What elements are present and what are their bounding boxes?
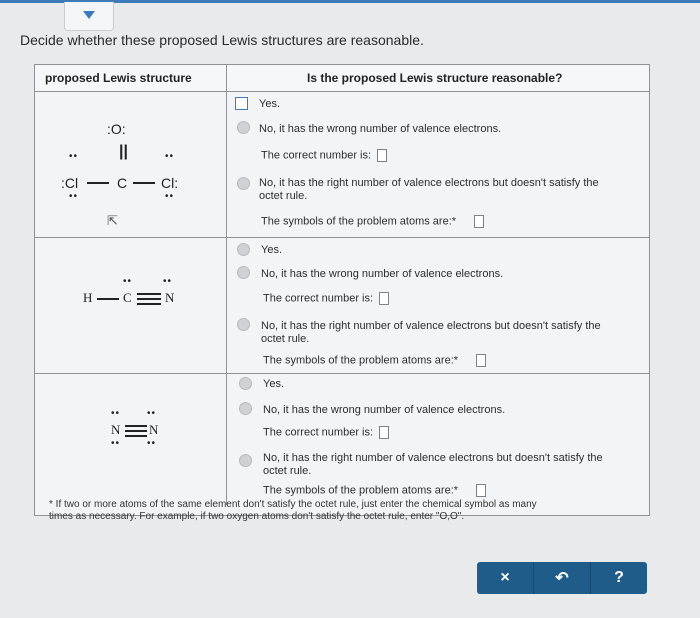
atom-chlorine-left: :Cl [61, 175, 79, 191]
lone-pair: •• [111, 408, 121, 419]
mouse-cursor-icon: ⇱ [107, 213, 118, 228]
radio-octet[interactable] [237, 318, 250, 331]
radio-octet[interactable] [237, 177, 250, 190]
radio-wrong-count[interactable] [239, 402, 252, 415]
correct-number-input[interactable] [379, 426, 389, 439]
triple-bond-line [125, 435, 147, 437]
triple-bond-line [125, 430, 147, 432]
symbols-label: The symbols of the problem atoms are:* [263, 354, 459, 367]
lone-pair: •• [163, 276, 173, 287]
single-bond [133, 182, 155, 184]
radio-octet[interactable] [239, 454, 252, 467]
atom-hydrogen: H [83, 290, 93, 305]
correct-number-label: The correct number is: [263, 426, 374, 439]
option-yes: Yes. [263, 378, 285, 390]
atom-nitrogen-left: N [111, 422, 121, 437]
option-yes: Yes. [259, 98, 281, 110]
option-octet [259, 177, 599, 203]
correct-number-input[interactable] [379, 292, 389, 305]
lone-pair: •• [147, 408, 157, 419]
yes-checkbox[interactable] [235, 97, 248, 110]
correct-number-input[interactable] [377, 149, 387, 162]
lewis-structure-cocl2 [35, 91, 226, 237]
option-octet-line2: octet rule. [259, 190, 308, 202]
single-bond [87, 182, 109, 184]
clear-button[interactable]: × [477, 562, 534, 594]
lewis-structure-n2 [35, 374, 226, 499]
atom-carbon: C [123, 290, 132, 305]
table-header [35, 65, 649, 92]
lone-pair: •• [165, 191, 175, 202]
footnote-line1: * If two or more atoms of the same element don't satisfy the octet rule, just enter the chemical symbol as many [49, 499, 537, 510]
correct-number-label: The correct number is: [263, 292, 374, 305]
triple-bond-line [137, 298, 161, 300]
double-bond: || [119, 143, 128, 160]
lone-pair: •• [111, 438, 121, 449]
footnote-line2: times as necessary. For example, if two oxygen atoms don't satisfy the octet rule, enter "O,O". [49, 511, 465, 522]
single-bond [97, 298, 119, 300]
lone-pair: •• [147, 438, 157, 449]
triple-bond-line [137, 303, 161, 305]
table-row [35, 238, 649, 373]
lewis-structure-hcn [35, 238, 226, 373]
triple-bond-line [137, 293, 161, 295]
table-row [35, 374, 649, 499]
option-octet-line1: No, it has the right number of valence electrons but doesn't satisfy the [259, 177, 599, 189]
option-wrong-count: No, it has the wrong number of valence electrons. [263, 404, 506, 416]
symbols-row [263, 484, 486, 497]
lone-pair: •• [69, 191, 79, 202]
action-button-bar [477, 562, 647, 594]
chevron-down-icon [83, 11, 95, 19]
table-row [35, 91, 649, 237]
help-button[interactable]: ? [614, 569, 624, 586]
symbols-label: The symbols of the problem atoms are:* [263, 484, 459, 497]
atom-oxygen: :O: [107, 121, 126, 137]
atom-carbon: C [117, 175, 128, 191]
lone-pair: •• [123, 276, 133, 287]
footnote [49, 499, 649, 523]
atom-chlorine-right: Cl: [161, 175, 179, 191]
correct-number-row [261, 149, 387, 162]
symbols-input[interactable] [476, 484, 486, 497]
undo-button[interactable]: ↶ [534, 562, 591, 594]
option-octet [263, 452, 603, 478]
collapse-toggle[interactable] [64, 2, 114, 31]
symbols-row [261, 215, 484, 228]
option-wrong-count: No, it has the wrong number of valence electrons. [261, 268, 504, 280]
correct-number-label: The correct number is: [261, 149, 372, 162]
option-wrong-count: No, it has the wrong number of valence electrons. [259, 123, 502, 135]
correct-number-row [263, 426, 389, 439]
option-octet [261, 320, 601, 346]
radio-yes[interactable] [239, 377, 252, 390]
lone-pair: •• [165, 151, 175, 162]
radio-yes[interactable] [237, 243, 250, 256]
symbols-label: The symbols of the problem atoms are:* [261, 215, 457, 228]
atom-nitrogen-right: N [149, 422, 159, 437]
question-prompt: Decide whether these proposed Lewis structures are reasonable. [20, 32, 424, 48]
option-octet-line1: No, it has the right number of valence electrons but doesn't satisfy the [263, 452, 603, 464]
correct-number-row [263, 292, 389, 305]
option-yes: Yes. [261, 244, 283, 256]
header-structure: proposed Lewis structure [45, 71, 192, 85]
triple-bond-line [125, 425, 147, 427]
symbols-row [263, 354, 486, 367]
lewis-structure-table [34, 64, 650, 522]
radio-wrong-count[interactable] [237, 266, 250, 279]
radio-wrong-count[interactable] [237, 121, 250, 134]
symbols-input[interactable] [476, 354, 486, 367]
option-octet-line2: octet rule. [263, 465, 312, 477]
option-octet-line1: No, it has the right number of valence electrons but doesn't satisfy the [261, 320, 601, 332]
atom-nitrogen: N [165, 290, 175, 305]
header-reasonable: Is the proposed Lewis structure reasonable? [307, 71, 563, 85]
option-octet-line2: octet rule. [261, 333, 310, 345]
symbols-input[interactable] [474, 215, 484, 228]
lone-pair: •• [69, 151, 79, 162]
